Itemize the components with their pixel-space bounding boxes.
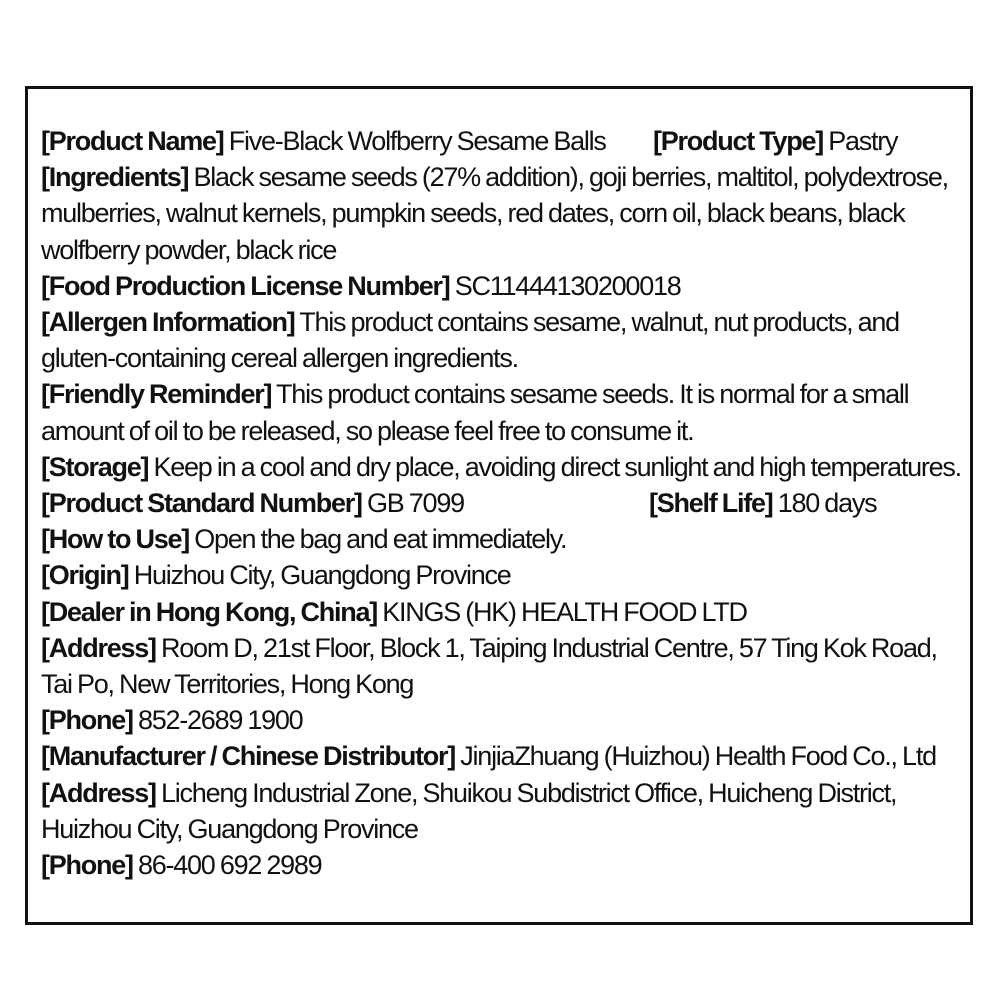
- dealer-hk-value: KINGS (HK) HEALTH FOOD LTD: [377, 596, 747, 627]
- product-name-key: [Product Name]: [41, 126, 224, 156]
- phone-cn-line: [41, 847, 966, 883]
- license-key: [Food Production License Number]: [41, 270, 450, 301]
- standard-line: [41, 485, 966, 521]
- product-name-value: Five-Black Wolfberry Sesame Balls: [223, 126, 606, 156]
- ingredients-line: [41, 159, 966, 268]
- origin-line: [41, 557, 966, 593]
- shelf-life-key: [Shelf Life]: [649, 488, 773, 519]
- allergen-value: This product contains sesame, walnut, nut products, and gluten-containing cereal allergen ingredients.: [41, 307, 899, 374]
- address-cn-line: [41, 775, 966, 847]
- origin-value: Huizhou City, Guangdong Province: [128, 560, 511, 591]
- dealer-hk-key: [Dealer in Hong Kong, China]: [41, 596, 377, 627]
- address-hk-line: [41, 630, 966, 702]
- address-hk-value: Room D, 21st Floor, Block 1, Taiping Industrial Centre, 57 Ting Kok Road, Tai Po, New Territories, Hong Kong: [41, 632, 937, 700]
- phone-cn-key: [Phone]: [41, 850, 133, 881]
- allergen-line: [41, 304, 966, 376]
- storage-key: [Storage]: [41, 451, 149, 482]
- reminder-key: [Friendly Reminder]: [41, 379, 272, 410]
- how-to-use-value: Open the bag and eat immediately.: [189, 524, 567, 555]
- manufacturer-value: JinjiaZhuang (Huizhou) Health Food Co., Ltd: [455, 741, 936, 772]
- product-name-line: [41, 123, 966, 159]
- standard-key: [Product Standard Number]: [41, 488, 362, 519]
- product-type-key: [Product Type]: [653, 126, 823, 156]
- reminder-line: [41, 376, 966, 448]
- storage-line: [41, 449, 966, 485]
- storage-value: Keep in a cool and dry place, avoiding direct sunlight and high temperatures.: [148, 451, 961, 482]
- product-type-field: [653, 123, 897, 159]
- manufacturer-line: [41, 738, 966, 774]
- phone-hk-key: [Phone]: [41, 705, 133, 736]
- reminder-value: This product contains sesame seeds. It is normal for a small amount of oil to be released, so please feel free to consume it.: [41, 379, 909, 446]
- product-label: [25, 86, 973, 925]
- phone-cn-value: 86-400 692 2989: [132, 850, 322, 881]
- address-cn-key: [Address]: [41, 777, 156, 808]
- license-line: [41, 268, 966, 304]
- dealer-hk-line: [41, 594, 966, 630]
- label-content: [41, 123, 966, 883]
- product-type-value: Pastry: [823, 126, 898, 156]
- phone-hk-line: [41, 702, 966, 738]
- how-to-use-line: [41, 521, 966, 557]
- how-to-use-key: [How to Use]: [41, 524, 189, 555]
- shelf-life-field: [649, 485, 876, 521]
- shelf-life-value: 180 days: [772, 488, 877, 519]
- license-value: SC11444130200018: [449, 270, 681, 301]
- phone-hk-value: 852-2689 1900: [132, 705, 303, 736]
- standard-value: GB 7099: [361, 488, 464, 519]
- address-cn-value: Licheng Industrial Zone, Shuikou Subdistrict Office, Huicheng District, Huizhou City, Guangdong Province: [41, 777, 897, 844]
- manufacturer-key: [Manufacturer / Chinese Distributor]: [41, 741, 456, 772]
- ingredients-value: Black sesame seeds (27% addition), goji berries, maltitol, polydextrose, mulberries, walnut kernels, pumpkin seeds, red dates, corn oil, black beans, black wolfberry powder, black rice: [41, 162, 948, 265]
- ingredients-key: [Ingredients]: [41, 162, 189, 193]
- address-hk-key: [Address]: [41, 632, 156, 663]
- origin-key: [Origin]: [41, 560, 129, 591]
- allergen-key: [Allergen Information]: [41, 307, 295, 338]
